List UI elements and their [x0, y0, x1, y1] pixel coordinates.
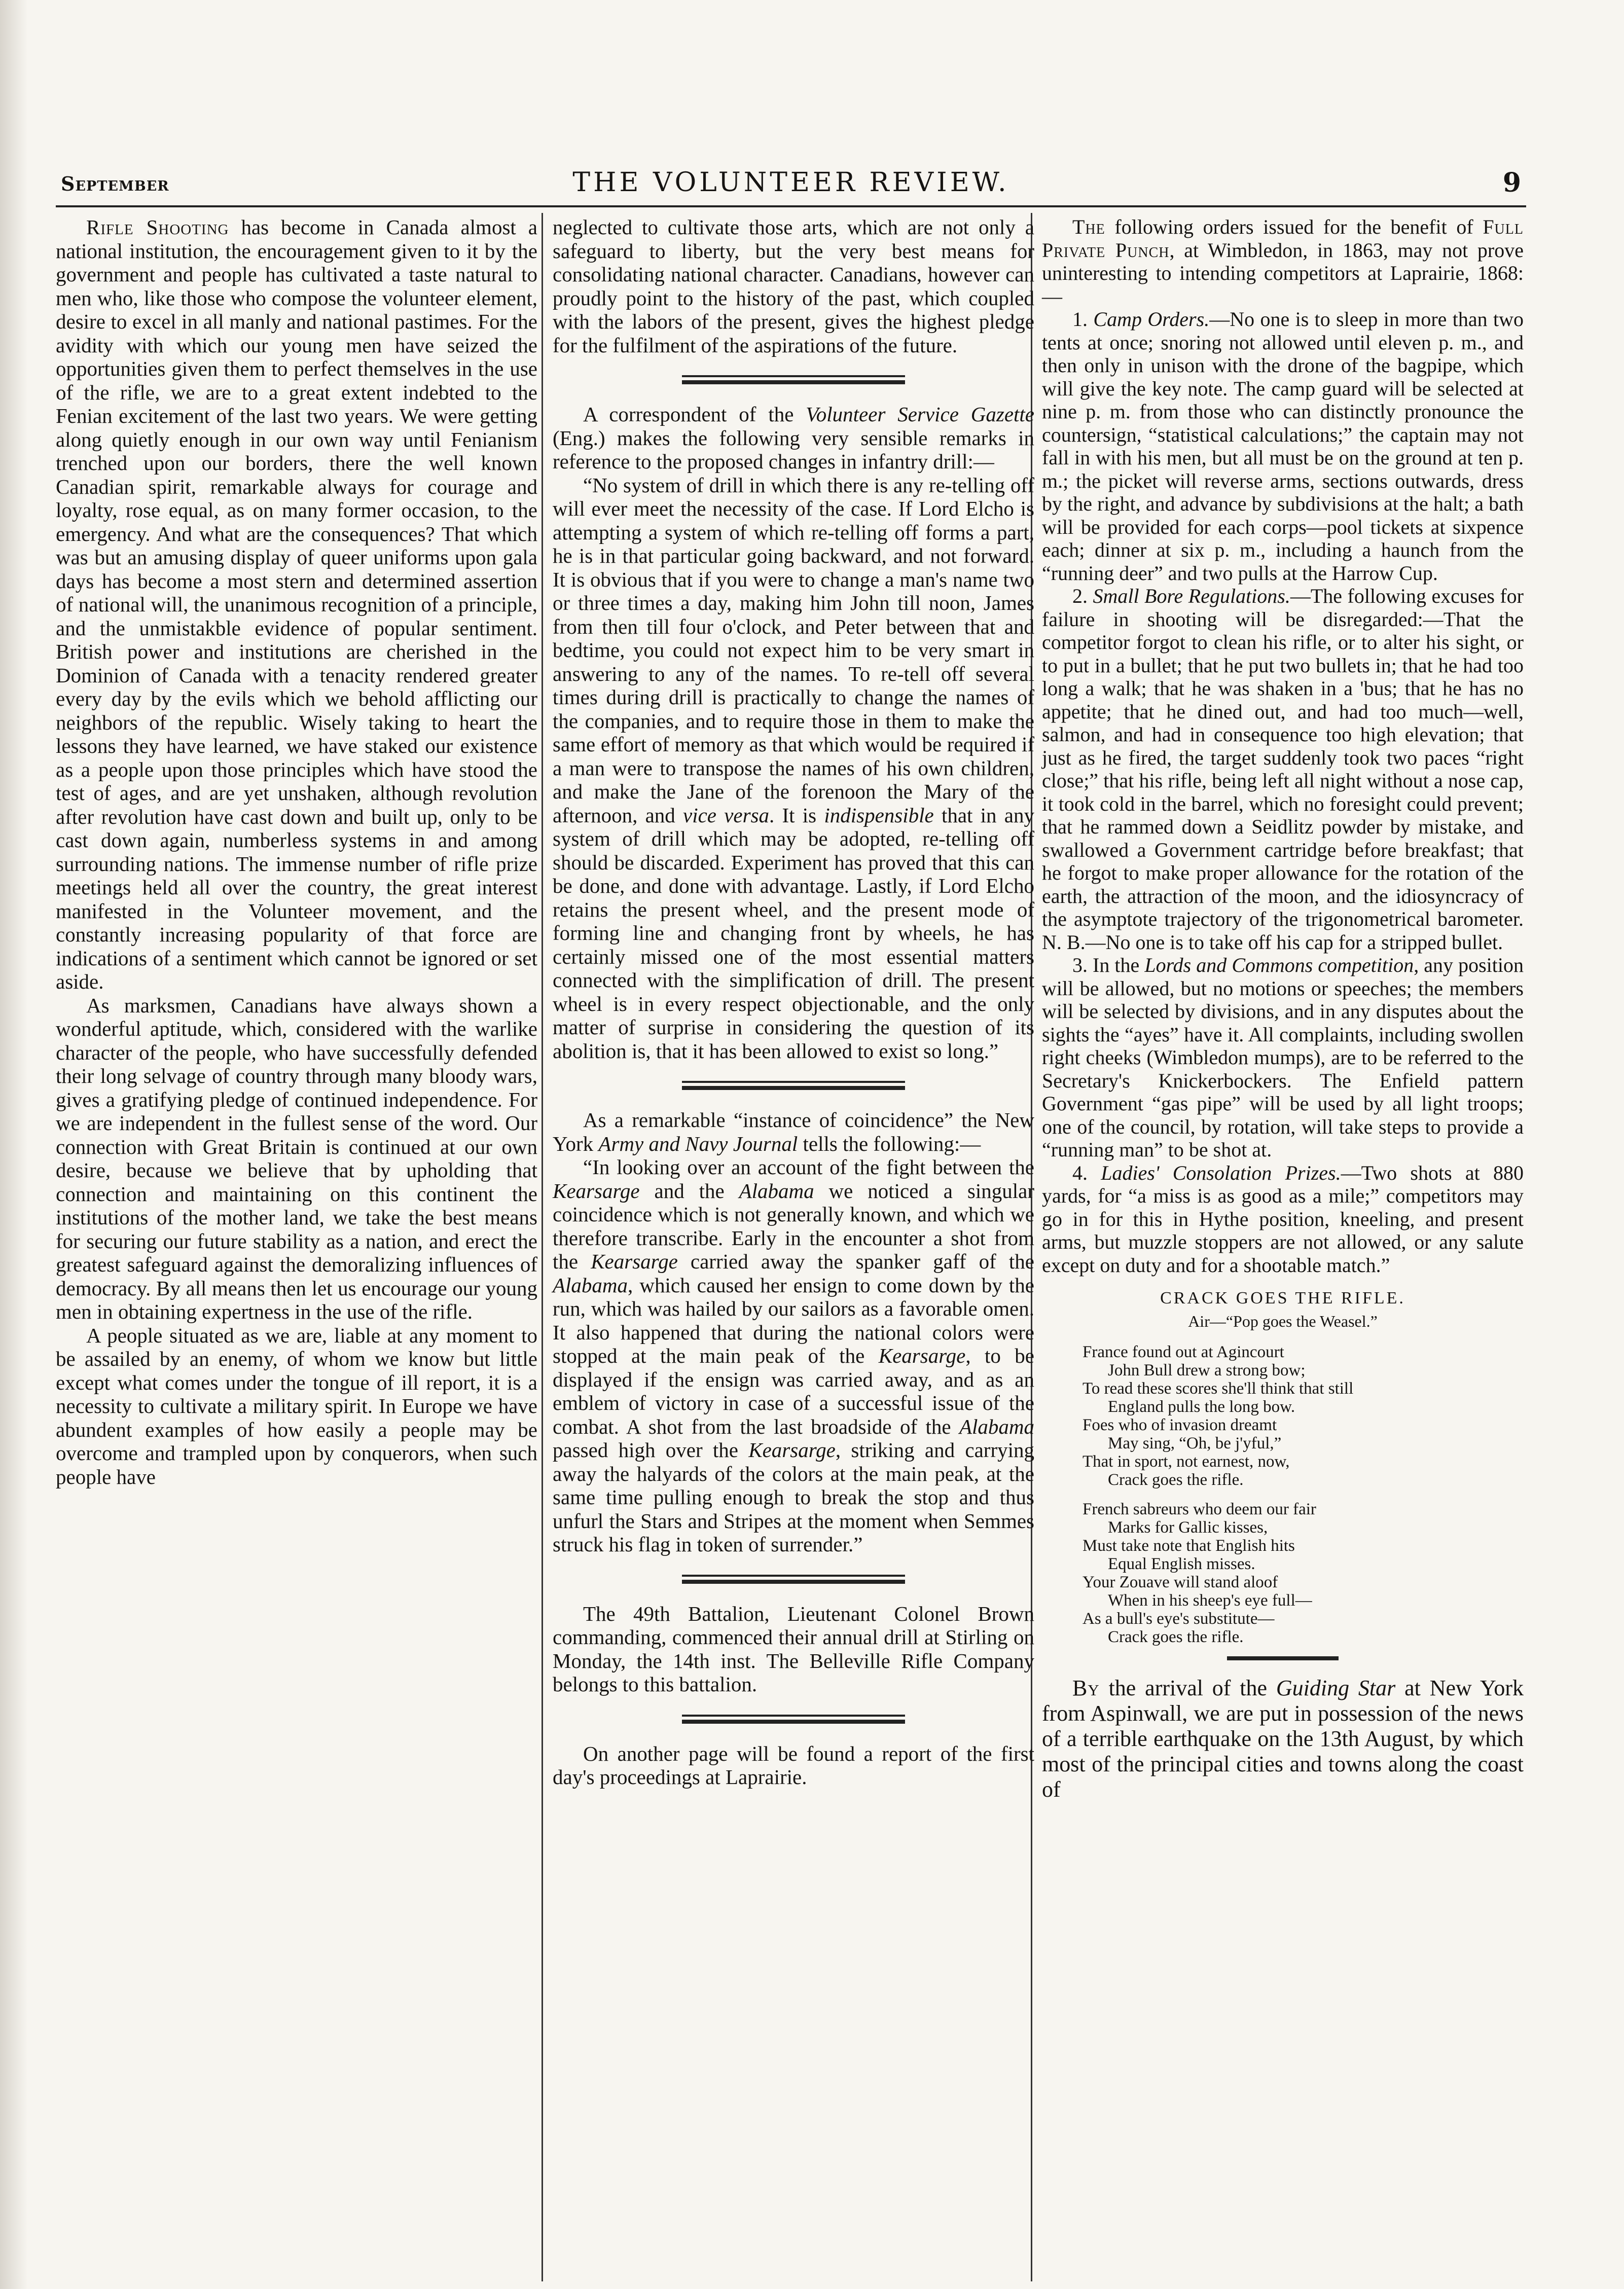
- section-divider: [682, 1573, 905, 1586]
- quote-drill: [553, 474, 1034, 1063]
- emphasis: indispensible: [824, 803, 934, 827]
- poem-line: French sabreurs who deem our fair: [1082, 1500, 1316, 1518]
- text-run: , which caused her ensign to come down by the run, which was hailed by our sailors as a favorable omen. It also happened that during the national colors were stopped at the main peak of the: [553, 1273, 1034, 1367]
- text-run: , striking and carrying away the halyards of the colors at the main peak, at the same time pulling enough to break the stop and thus unfurl the Stars and Stripes at the moment when Semmes struck his flag in token of surrender.”: [553, 1438, 1034, 1556]
- text-run: —Two shots at 880 yards, for “a miss is as good as a mile;” competitors may go in for this in Hythe position, kneeling, and present arms, but muzzle stoppers are not allowed, or any salute except on duty and for a shootable match.”: [1042, 1161, 1524, 1277]
- column-2: [553, 215, 1034, 1789]
- article-earthquake: [1042, 1676, 1524, 1802]
- poem-air: Air—“Pop goes the Weasel.”: [1188, 1312, 1378, 1330]
- poem-line: That in sport, not earnest, now,: [1082, 1452, 1290, 1471]
- ship-name: Alabama: [959, 1414, 1034, 1438]
- poem-line: England pulls the long bow.: [1108, 1398, 1295, 1416]
- text-run: As a remarkable “instance of coincidence” the New York: [553, 1108, 1034, 1155]
- poem-line: Foes who of invasion dreamt: [1082, 1416, 1277, 1434]
- text-run: A correspondent of the: [583, 403, 806, 426]
- text-run: “No system of drill in which there is any re-telling off will ever meet the necessity of the case. If Lord Elcho is attempting a system of which re-telling off forms a part, he is in that particular going backward, and not forward. It is obvious that if you were to change a man's name two or three times a day, making him John till noon, James from then till four o'clock, and Peter between that and bedtime, you could not expect him to be very smart in answering to any of the names. To re-tell off several times during drill is practically to change the names of the companies, and to require those in them to make the same effort of memory as that which would be required if a man were to transpose the names of his own children, and make the Jane of the forenoon the Mary of the afternoon, and: [553, 473, 1034, 827]
- text-run: , to be displayed if the ensign was carried away, and as an emblem of victory in case of a successful issue of the combat. A shot from the last broadside of the: [553, 1344, 1034, 1438]
- text-run: at New York from Aspinwall, we are put in possession of the news of a terrible earthquake on the 13th August, by which most of the principal cities and towns along the coast of: [1042, 1676, 1524, 1802]
- text-run: following orders issued for the benefit of: [1105, 215, 1483, 238]
- text-run: —The following excuses for failure in shooting will be disregarded:—That the competitor forgot to clean his rifle, or to alter his sight, or to put in a bullet; that he put two bullets in; that he had too long a walk; that he was shaken in a 'bus; that he has no appetite; that he dined out, and had too much—well, salmon, and had in consequence too high elevation; that just as he fired, the target suddenly took two paces “right close;” that his rifle, being left all night without a nose cap, it took cold in the barrel, which no foresight could prevent; that he rammed down a Seidlitz powder by mistake, and swallowed a Government cartridge before breakfast; that he forgot to make proper allowance for the rotation of the earth, the attraction of the moon, and the idiosyncracy of the asymptote trajectory of the trigonometrical barometer. N. B.—No one is to take off his cap for a stripped bullet.: [1042, 585, 1524, 954]
- ship-name: Guiding Star: [1276, 1676, 1396, 1700]
- ship-name: Alabama: [739, 1179, 814, 1203]
- poem-line: France found out at Agincourt: [1082, 1343, 1284, 1361]
- article-coincidence: [553, 1108, 1034, 1155]
- article-people-situated: A people situated as we are, liable at any moment to be assailed by an enemy, of whom we know but little except what comes under the tongue of ill report, it is a necessity to cultivate a military spirit. In Europe we have abundent examples of how easily a people may be overcome and trampled upon by conquerors, when such people have: [56, 1323, 537, 1488]
- poem-line: John Bull drew a strong bow;: [1108, 1361, 1306, 1379]
- text-run: . It is: [769, 803, 824, 827]
- order-small-bore: 2. Small Bore Regulations.—The following excuses for failure in shooting will be disregarded:—That the competitor forgot to clean his rifle, or to alter his sight, or to put in a bullet; that he put two bullets in; that he had too long a walk; that he was shaken in a 'bus; that he has no appetite; that he dined out, and had too much—well, salmon, and had in consequence too high elevation; that just as he fired, the target suddenly took two paces “right close;” that his rifle, being left all night without a nose cap, it took cold in the barrel, which no foresight could prevent; that he rammed down a Seidlitz powder by mistake, and swallowed a Government cartridge before breakfast; that he forgot to make proper allowance for the rotation of the earth, the attraction of the moon, and the idiosyncracy of the asymptote trajectory of the trigonometrical barometer. N. B.—No one is to take off his cap for a stripped bullet.: [1042, 585, 1524, 954]
- order-heading: Ladies' Consolation Prizes.: [1101, 1161, 1341, 1184]
- article-continued: neglected to cultivate those arts, which are not only a safeguard to liberty, but the very best means for consolidating national character. Canadians, however can proudly point to the history of the past, which coupled with the labors of the present, gives the highest pledge for the fulfilment of the aspirations of the future.: [553, 215, 1034, 357]
- ship-name: Kearsarge: [553, 1179, 640, 1203]
- poem-line: Your Zouave will stand aloof: [1082, 1573, 1278, 1591]
- header-page-number: 9: [1502, 167, 1521, 198]
- emphasis: vice versa: [683, 803, 770, 827]
- column-1: [56, 215, 537, 1488]
- text-run: In the: [1093, 954, 1145, 976]
- order-camp: 1. Camp Orders.—No one is to sleep in more than two tents at once; snoring not allowed until eleven p. m., and then only in unison with the drone of the bagpipe, which will give the key note. The camp guard will be selected at nine p. m. from those who can distinctly pronounce the countersign, “statistical calculations;” the captain may not fall in with his men, but all must be on the ground at ten p. m.; the picket will reverse arms, sections outwards, dress by the right, and advance by subdivisions at the halt; a bath will be provided for each corps—pool tickets at sixpence each; dinner at six p. m., including a haunch from the “running deer” and two pulls at the Harrow Cup.: [1042, 308, 1524, 585]
- order-heading: Small Bore Regulations.: [1093, 585, 1290, 607]
- lead-words: Rifle Shooting: [86, 215, 229, 239]
- text-run: and the: [639, 1179, 739, 1203]
- lead-words: The: [1072, 215, 1105, 238]
- poem-end-rule: [1227, 1656, 1339, 1660]
- quote-kearsarge: [553, 1155, 1034, 1556]
- ship-name: Kearsarge: [878, 1344, 966, 1367]
- poem-line: May sing, “Oh, be j'yful,”: [1108, 1434, 1282, 1452]
- text-run: —No one is to sleep in more than two tents at once; snoring not allowed until eleven p. m., and then only in unison with the drone of the bagpipe, which will give the key note. The camp guard will be selected at nine p. m. from those who can distinctly pronounce the countersign, “statistical calculations;” the captain may not fall in with his men, but all must be on the ground at ten p. m.; the picket will reverse arms, sections outwards, dress by the right, and advance by subdivisions at the halt; a bath will be provided for each corps—pool tickets at sixpence each; dinner at six p. m., including a haunch from the “running deer” and two pulls at the Harrow Cup.: [1042, 308, 1524, 585]
- text-run: we noticed a singular coincidence which is not generally known, and which we therefore transcribe. Early in the encounter a shot from the: [553, 1179, 1034, 1273]
- paragraph-text: has become in Canada almost a national institution, the encouragement given to it by the government and people has cultivated a taste natural to men who, like those who compose the volunteer element, desire to excel in all manly and national pastimes. For the avidity with which our young men have seized the opportunities given them to perfect themselves in the use of the rifle, we are to a great extent indebted to the Fenian excitement of the last two years. We were getting along quietly enough in our own way until Fenianism trenched upon our borders, there the well known Canadian spirit, remarkable always for courage and loyalty, rose equal, as on many former occasion, to the emergency. And what are the consequences? That which was but an amusing display of queer uniforms upon gala days has become a most stern and determined assertion of national will, the unanimous recognition of a principle, and the unmistakble evidence of popular sentiment. British power and institutions are cherished in the Dominion of Canada with a tenacity rendered greater every day by the evils which we behold afflicting our neighbors of the republic. Wisely taking to heart the lessons they have learned, we have staked our existence as a people upon those principles which have stood the test of ages, and are yet unshaken, although revolution after revolution have cast down and built up, only to be cast down again, numberless systems in and among surrounding nations. The immense number of rifle prize meetings held all over the country, the great interest manifested in the Volunteer movement, and the constantly increasing popularity of that force are indications of a sentiment which cannot be ignored or set aside.: [56, 215, 538, 993]
- column-rule-1: [542, 213, 543, 2281]
- text-run: , at Wimbledon, in 1863, may not prove uninteresting to intending competitors at Laprairie, 1868:—: [1042, 238, 1524, 308]
- section-divider: [682, 373, 905, 386]
- ship-name: Kearsarge: [591, 1250, 678, 1273]
- lead-words: By: [1072, 1676, 1100, 1700]
- column-3: [1042, 215, 1524, 1802]
- order-heading: Camp Orders.: [1093, 308, 1210, 331]
- ship-name: Kearsarge: [748, 1438, 836, 1462]
- scan-edge-shadow: [0, 0, 28, 2289]
- header-rule: [56, 205, 1526, 207]
- text-run: the arrival of the: [1099, 1676, 1276, 1700]
- order-ladies-prizes: 4. Ladies' Consolation Prizes.—Two shots at 880 yards, for “a miss is as good as a mile;” competitors may go in for this in Hythe position, kneeling, and present arms, but muzzle stoppers are not allowed, or any salute except on duty and for a shootable match.”: [1042, 1161, 1524, 1277]
- article-49th-battalion: The 49th Battalion, Lieutenant Colonel Brown commanding, commenced their annual drill at Stirling on Monday, the 14th inst. The Belleville Rifle Company belongs to this battalion.: [553, 1602, 1034, 1696]
- order-heading: Lords and Commons competition: [1144, 954, 1414, 976]
- poem-line: When in his sheep's eye full—: [1108, 1591, 1312, 1610]
- text-run: that in any system of drill which may be adopted, re-telling off should be discarded. Experiment has proved that this can be done, and done with advantage. Lastly, if Lord Elcho retains the present wheel, and the present mode of forming line and changing front by wheels, he has certainly missed one of the most essential matters connected with the simplification of drill. The present wheel is in every respect objectionable, and the only matter of surprise in considering the question of its abolition is, that it has been allowed to exist so long.”: [553, 803, 1034, 1063]
- poem-line: Crack goes the rifle.: [1108, 1628, 1244, 1646]
- poem-line: As a bull's eye's substitute—: [1082, 1610, 1275, 1628]
- publication-name: Volunteer Service Gazette: [806, 403, 1034, 426]
- poem-line: Marks for Gallic kisses,: [1108, 1518, 1268, 1537]
- text-run: tells the following:—: [798, 1132, 981, 1155]
- text-run: (Eng.) makes the following very sensible remarks in reference to the proposed changes in infantry drill:—: [553, 426, 1034, 473]
- article-laprairie-report: On another page will be found a report of the first day's proceedings at Laprairie.: [553, 1741, 1034, 1789]
- article-marksmen: As marksmen, Canadians have always shown a wonderful aptitude, which, considered with the warlike character of the people, who have successfully defended their long selvage of country through many bloody wars, gives a gratifying pledge of continued independence. For we are independent in the fullest sense of the word. Our connection with Great Britain is continued at our own desire, because we believe that by upholding that connection and maintaining on this continent the institutions of the mother land, we take the best means for securing our future stability as a nation, and erect the greatest safeguard against the demoralizing influences of democracy. By all means then let us encourage our young men in obtaining expertness in the use of the rifle.: [56, 993, 537, 1323]
- text-run: , any position will be allowed, but no motions or speeches; the members will be selected by divisions, and in any disputes about the sights the “ayes” have it. All complaints, including swollen right cheeks (Wimbledon mumps), are to be referred to the Secretary's Knickerbockers. The Enfield pattern Government “gas pipe” will be used by all light troops; one of the council, by rotation, will take steps to provide a “running man” to be shot at.: [1042, 954, 1524, 1161]
- poem-title: CRACK GOES THE RIFLE.: [1160, 1289, 1405, 1307]
- small-caps-name: Full Private Punch: [1042, 215, 1524, 262]
- publication-name: Army and Navy Journal: [598, 1132, 798, 1155]
- poem-line: Equal English misses.: [1108, 1555, 1255, 1573]
- header-title: THE VOLUNTEER REVIEW.: [572, 167, 1009, 198]
- page-header: [56, 167, 1526, 203]
- poem-line: To read these scores she'll think that still: [1082, 1379, 1354, 1398]
- stanza-gap: [1082, 1489, 1524, 1500]
- section-divider: [682, 1713, 905, 1726]
- article-rifle-shooting: [56, 215, 537, 994]
- article-volunteer-gazette: [553, 403, 1034, 474]
- header-month: September: [61, 172, 169, 195]
- poem-line: Crack goes the rifle.: [1108, 1471, 1244, 1489]
- text-run: passed high over the: [553, 1438, 749, 1462]
- poem-body: [1082, 1343, 1524, 1646]
- text-run: “In looking over an account of the fight between the: [583, 1155, 1034, 1179]
- ship-name: Alabama: [553, 1273, 628, 1297]
- order-lords-commons: 3. In the Lords and Commons competition, any position will be allowed, but no motions or speeches; the members will be selected by divisions, and in any disputes about the sights the “ayes” have it. All complaints, including swollen right cheeks (Wimbledon mumps), are to be referred to the Secretary's Knickerbockers. The Enfield pattern Government “gas pipe” will be used by all light troops; one of the council, by rotation, will take steps to provide a “running man” to be shot at.: [1042, 954, 1524, 1161]
- poem-line: Must take note that English hits: [1082, 1537, 1295, 1555]
- article-punch-orders: [1042, 215, 1524, 308]
- section-divider: [682, 1079, 905, 1092]
- text-run: carried away the spanker gaff of the: [677, 1250, 1034, 1273]
